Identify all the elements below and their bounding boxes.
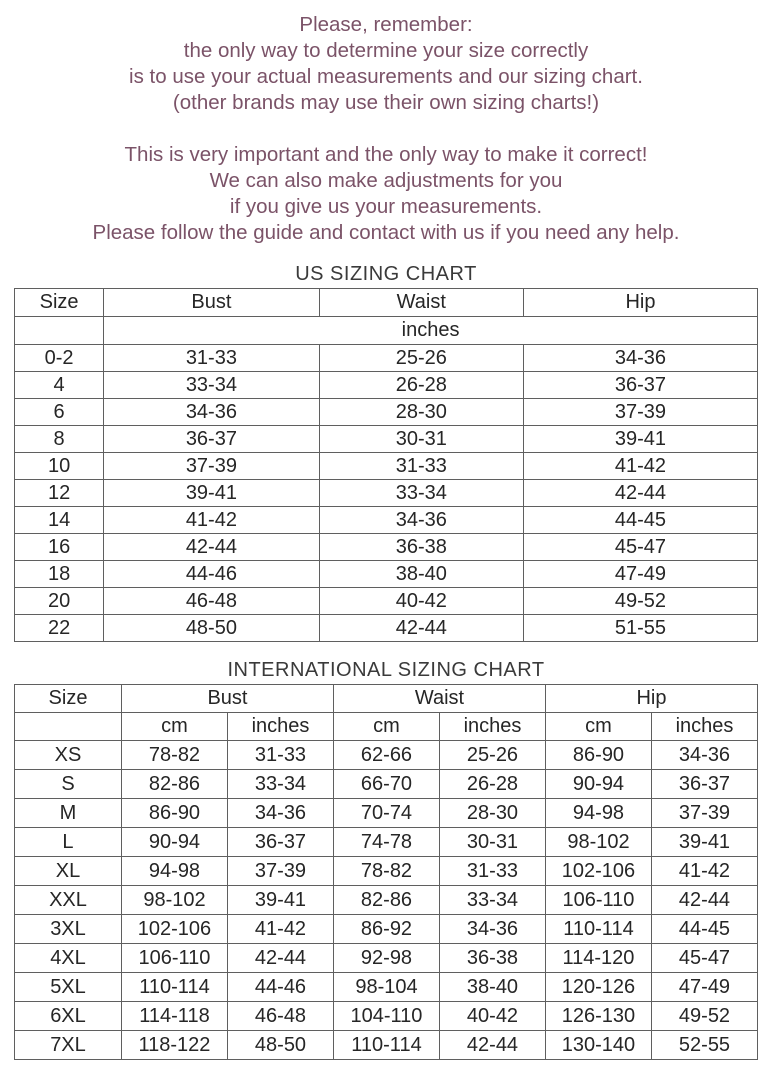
- unit-label-bust-cm: cm: [121, 713, 227, 741]
- cell-waist-cm: 86-92: [333, 915, 439, 944]
- cell-waist: 38-40: [319, 561, 523, 588]
- intro-note: [0, 0, 772, 246]
- intro-line: the only way to determine your size correctly: [183, 39, 589, 62]
- cell-size: L: [15, 828, 122, 857]
- cell-bust: 41-42: [104, 507, 319, 534]
- cell-waist-cm: 66-70: [333, 770, 439, 799]
- table-row: [15, 399, 758, 426]
- cell-hip-in: 42-44: [651, 886, 757, 915]
- cell-waist-in: 28-30: [439, 799, 545, 828]
- cell-bust-cm: 110-114: [121, 973, 227, 1002]
- cell-hip-in: 41-42: [651, 857, 757, 886]
- cell-hip-cm: 110-114: [545, 915, 651, 944]
- cell-bust: 36-37: [104, 426, 319, 453]
- cell-bust-in: 37-39: [227, 857, 333, 886]
- unit-label-hip-cm: cm: [545, 713, 651, 741]
- paragraph-gap: [0, 116, 772, 142]
- cell-hip: 34-36: [523, 345, 757, 372]
- table-row: [15, 534, 758, 561]
- cell-bust-in: 34-36: [227, 799, 333, 828]
- cell-hip-cm: 102-106: [545, 857, 651, 886]
- cell-hip-in: 37-39: [651, 799, 757, 828]
- cell-waist-in: 30-31: [439, 828, 545, 857]
- cell-bust-cm: 114-118: [121, 1002, 227, 1031]
- cell-size: 5XL: [15, 973, 122, 1002]
- column-header-size: Size: [15, 685, 122, 713]
- cell-hip-in: 36-37: [651, 770, 757, 799]
- column-header-hip: Hip: [523, 289, 757, 317]
- cell-hip: 51-55: [523, 615, 757, 642]
- cell-hip: 37-39: [523, 399, 757, 426]
- cell-bust-cm: 86-90: [121, 799, 227, 828]
- table-row: [15, 886, 758, 915]
- cell-waist: 30-31: [319, 426, 523, 453]
- cell-bust: 46-48: [104, 588, 319, 615]
- cell-hip: 47-49: [523, 561, 757, 588]
- cell-hip: 49-52: [523, 588, 757, 615]
- cell-size: 4: [15, 372, 104, 399]
- cell-size: 7XL: [15, 1031, 122, 1060]
- cell-hip-cm: 90-94: [545, 770, 651, 799]
- cell-size: 18: [15, 561, 104, 588]
- cell-hip-cm: 98-102: [545, 828, 651, 857]
- cell-hip-cm: 94-98: [545, 799, 651, 828]
- table-row: [15, 453, 758, 480]
- cell-waist-in: 25-26: [439, 741, 545, 770]
- column-header-waist: Waist: [333, 685, 545, 713]
- cell-bust-cm: 82-86: [121, 770, 227, 799]
- cell-hip-in: 47-49: [651, 973, 757, 1002]
- intro-line: We can also make adjustments for you: [209, 169, 563, 192]
- cell-bust: 31-33: [104, 345, 319, 372]
- table-row: [15, 588, 758, 615]
- header-row: [15, 289, 758, 317]
- cell-bust-cm: 118-122: [121, 1031, 227, 1060]
- table-row: [15, 915, 758, 944]
- us-chart-title: US SIZING CHART: [295, 263, 477, 285]
- cell-waist-cm: 98-104: [333, 973, 439, 1002]
- cell-size: 3XL: [15, 915, 122, 944]
- table-row: [15, 741, 758, 770]
- cell-size: 6XL: [15, 1002, 122, 1031]
- cell-hip-cm: 106-110: [545, 886, 651, 915]
- table-row: [15, 561, 758, 588]
- cell-size: 12: [15, 480, 104, 507]
- cell-bust-in: 31-33: [227, 741, 333, 770]
- unit-label-bust-inches: inches: [227, 713, 333, 741]
- cell-waist: 42-44: [319, 615, 523, 642]
- cell-bust-cm: 98-102: [121, 886, 227, 915]
- cell-waist-cm: 110-114: [333, 1031, 439, 1060]
- cell-hip-cm: 130-140: [545, 1031, 651, 1060]
- unit-row: [15, 713, 758, 741]
- unit-row: [15, 317, 758, 345]
- cell-hip: 36-37: [523, 372, 757, 399]
- table-row: [15, 770, 758, 799]
- unit-label-waist-cm: cm: [333, 713, 439, 741]
- cell-hip-cm: 86-90: [545, 741, 651, 770]
- cell-bust-cm: 102-106: [121, 915, 227, 944]
- cell-size: XXL: [15, 886, 122, 915]
- international-sizing-table: [14, 684, 758, 1060]
- intro-line: This is very important and the only way to make it correct!: [124, 143, 648, 166]
- table-row: [15, 828, 758, 857]
- cell-bust-in: 39-41: [227, 886, 333, 915]
- cell-bust-in: 44-46: [227, 973, 333, 1002]
- cell-size: XL: [15, 857, 122, 886]
- unit-label-waist-inches: inches: [439, 713, 545, 741]
- cell-bust-in: 33-34: [227, 770, 333, 799]
- empty-cell: [15, 713, 122, 741]
- cell-hip: 41-42: [523, 453, 757, 480]
- table-row: [15, 426, 758, 453]
- column-header-bust: Bust: [121, 685, 333, 713]
- cell-size: 6: [15, 399, 104, 426]
- cell-hip-in: 44-45: [651, 915, 757, 944]
- cell-hip-cm: 126-130: [545, 1002, 651, 1031]
- cell-waist-cm: 104-110: [333, 1002, 439, 1031]
- cell-waist: 34-36: [319, 507, 523, 534]
- cell-waist-cm: 62-66: [333, 741, 439, 770]
- cell-waist-in: 42-44: [439, 1031, 545, 1060]
- cell-waist-cm: 70-74: [333, 799, 439, 828]
- cell-waist-cm: 78-82: [333, 857, 439, 886]
- cell-bust: 34-36: [104, 399, 319, 426]
- cell-waist: 31-33: [319, 453, 523, 480]
- table-row: [15, 1031, 758, 1060]
- table-row: [15, 615, 758, 642]
- table-row: [15, 944, 758, 973]
- cell-size: 0-2: [15, 345, 104, 372]
- cell-waist: 28-30: [319, 399, 523, 426]
- table-row: [15, 345, 758, 372]
- cell-bust: 42-44: [104, 534, 319, 561]
- cell-size: 22: [15, 615, 104, 642]
- column-header-size: Size: [15, 289, 104, 317]
- cell-hip-in: 45-47: [651, 944, 757, 973]
- cell-waist-cm: 82-86: [333, 886, 439, 915]
- intro-line: is to use your actual measurements and our sizing chart.: [129, 65, 643, 88]
- intl-chart-title: INTERNATIONAL SIZING CHART: [227, 659, 545, 681]
- cell-hip: 39-41: [523, 426, 757, 453]
- column-header-waist: Waist: [319, 289, 523, 317]
- cell-size: 4XL: [15, 944, 122, 973]
- cell-hip-in: 52-55: [651, 1031, 757, 1060]
- cell-hip-in: 49-52: [651, 1002, 757, 1031]
- cell-bust: 44-46: [104, 561, 319, 588]
- unit-label: inches: [104, 317, 758, 345]
- cell-waist-in: 31-33: [439, 857, 545, 886]
- intro-line: Please, remember:: [299, 13, 473, 36]
- cell-size: XS: [15, 741, 122, 770]
- column-header-bust: Bust: [104, 289, 319, 317]
- cell-waist-in: 38-40: [439, 973, 545, 1002]
- cell-waist: 33-34: [319, 480, 523, 507]
- cell-hip-cm: 120-126: [545, 973, 651, 1002]
- cell-size: S: [15, 770, 122, 799]
- cell-waist: 40-42: [319, 588, 523, 615]
- header-row: [15, 685, 758, 713]
- cell-waist-in: 26-28: [439, 770, 545, 799]
- table-row: [15, 973, 758, 1002]
- cell-size: 14: [15, 507, 104, 534]
- cell-size: M: [15, 799, 122, 828]
- cell-bust: 48-50: [104, 615, 319, 642]
- cell-hip-cm: 114-120: [545, 944, 651, 973]
- cell-bust-cm: 90-94: [121, 828, 227, 857]
- cell-size: 20: [15, 588, 104, 615]
- cell-waist-in: 34-36: [439, 915, 545, 944]
- cell-bust-in: 41-42: [227, 915, 333, 944]
- column-header-hip: Hip: [545, 685, 757, 713]
- intro-line: if you give us your measurements.: [229, 195, 543, 218]
- table-row: [15, 507, 758, 534]
- cell-waist-in: 33-34: [439, 886, 545, 915]
- cell-hip-in: 39-41: [651, 828, 757, 857]
- cell-waist-cm: 92-98: [333, 944, 439, 973]
- table-row: [15, 799, 758, 828]
- table-row: [15, 372, 758, 399]
- cell-bust: 37-39: [104, 453, 319, 480]
- cell-bust-in: 46-48: [227, 1002, 333, 1031]
- cell-bust-in: 36-37: [227, 828, 333, 857]
- table-row: [15, 857, 758, 886]
- table-row: [15, 1002, 758, 1031]
- cell-bust-in: 42-44: [227, 944, 333, 973]
- intro-line: (other brands may use their own sizing charts!): [172, 91, 600, 114]
- cell-bust: 39-41: [104, 480, 319, 507]
- cell-hip: 44-45: [523, 507, 757, 534]
- table-row: [15, 480, 758, 507]
- cell-waist: 36-38: [319, 534, 523, 561]
- cell-waist-cm: 74-78: [333, 828, 439, 857]
- cell-bust: 33-34: [104, 372, 319, 399]
- us-sizing-table: [14, 288, 758, 642]
- cell-hip: 42-44: [523, 480, 757, 507]
- cell-bust-cm: 106-110: [121, 944, 227, 973]
- cell-waist: 25-26: [319, 345, 523, 372]
- cell-bust-cm: 78-82: [121, 741, 227, 770]
- cell-hip: 45-47: [523, 534, 757, 561]
- cell-waist: 26-28: [319, 372, 523, 399]
- cell-size: 8: [15, 426, 104, 453]
- cell-waist-in: 40-42: [439, 1002, 545, 1031]
- cell-size: 16: [15, 534, 104, 561]
- intro-line: Please follow the guide and contact with us if you need any help.: [92, 221, 680, 244]
- cell-waist-in: 36-38: [439, 944, 545, 973]
- cell-bust-in: 48-50: [227, 1031, 333, 1060]
- unit-label-hip-inches: inches: [651, 713, 757, 741]
- empty-cell: [15, 317, 104, 345]
- cell-size: 10: [15, 453, 104, 480]
- cell-bust-cm: 94-98: [121, 857, 227, 886]
- cell-hip-in: 34-36: [651, 741, 757, 770]
